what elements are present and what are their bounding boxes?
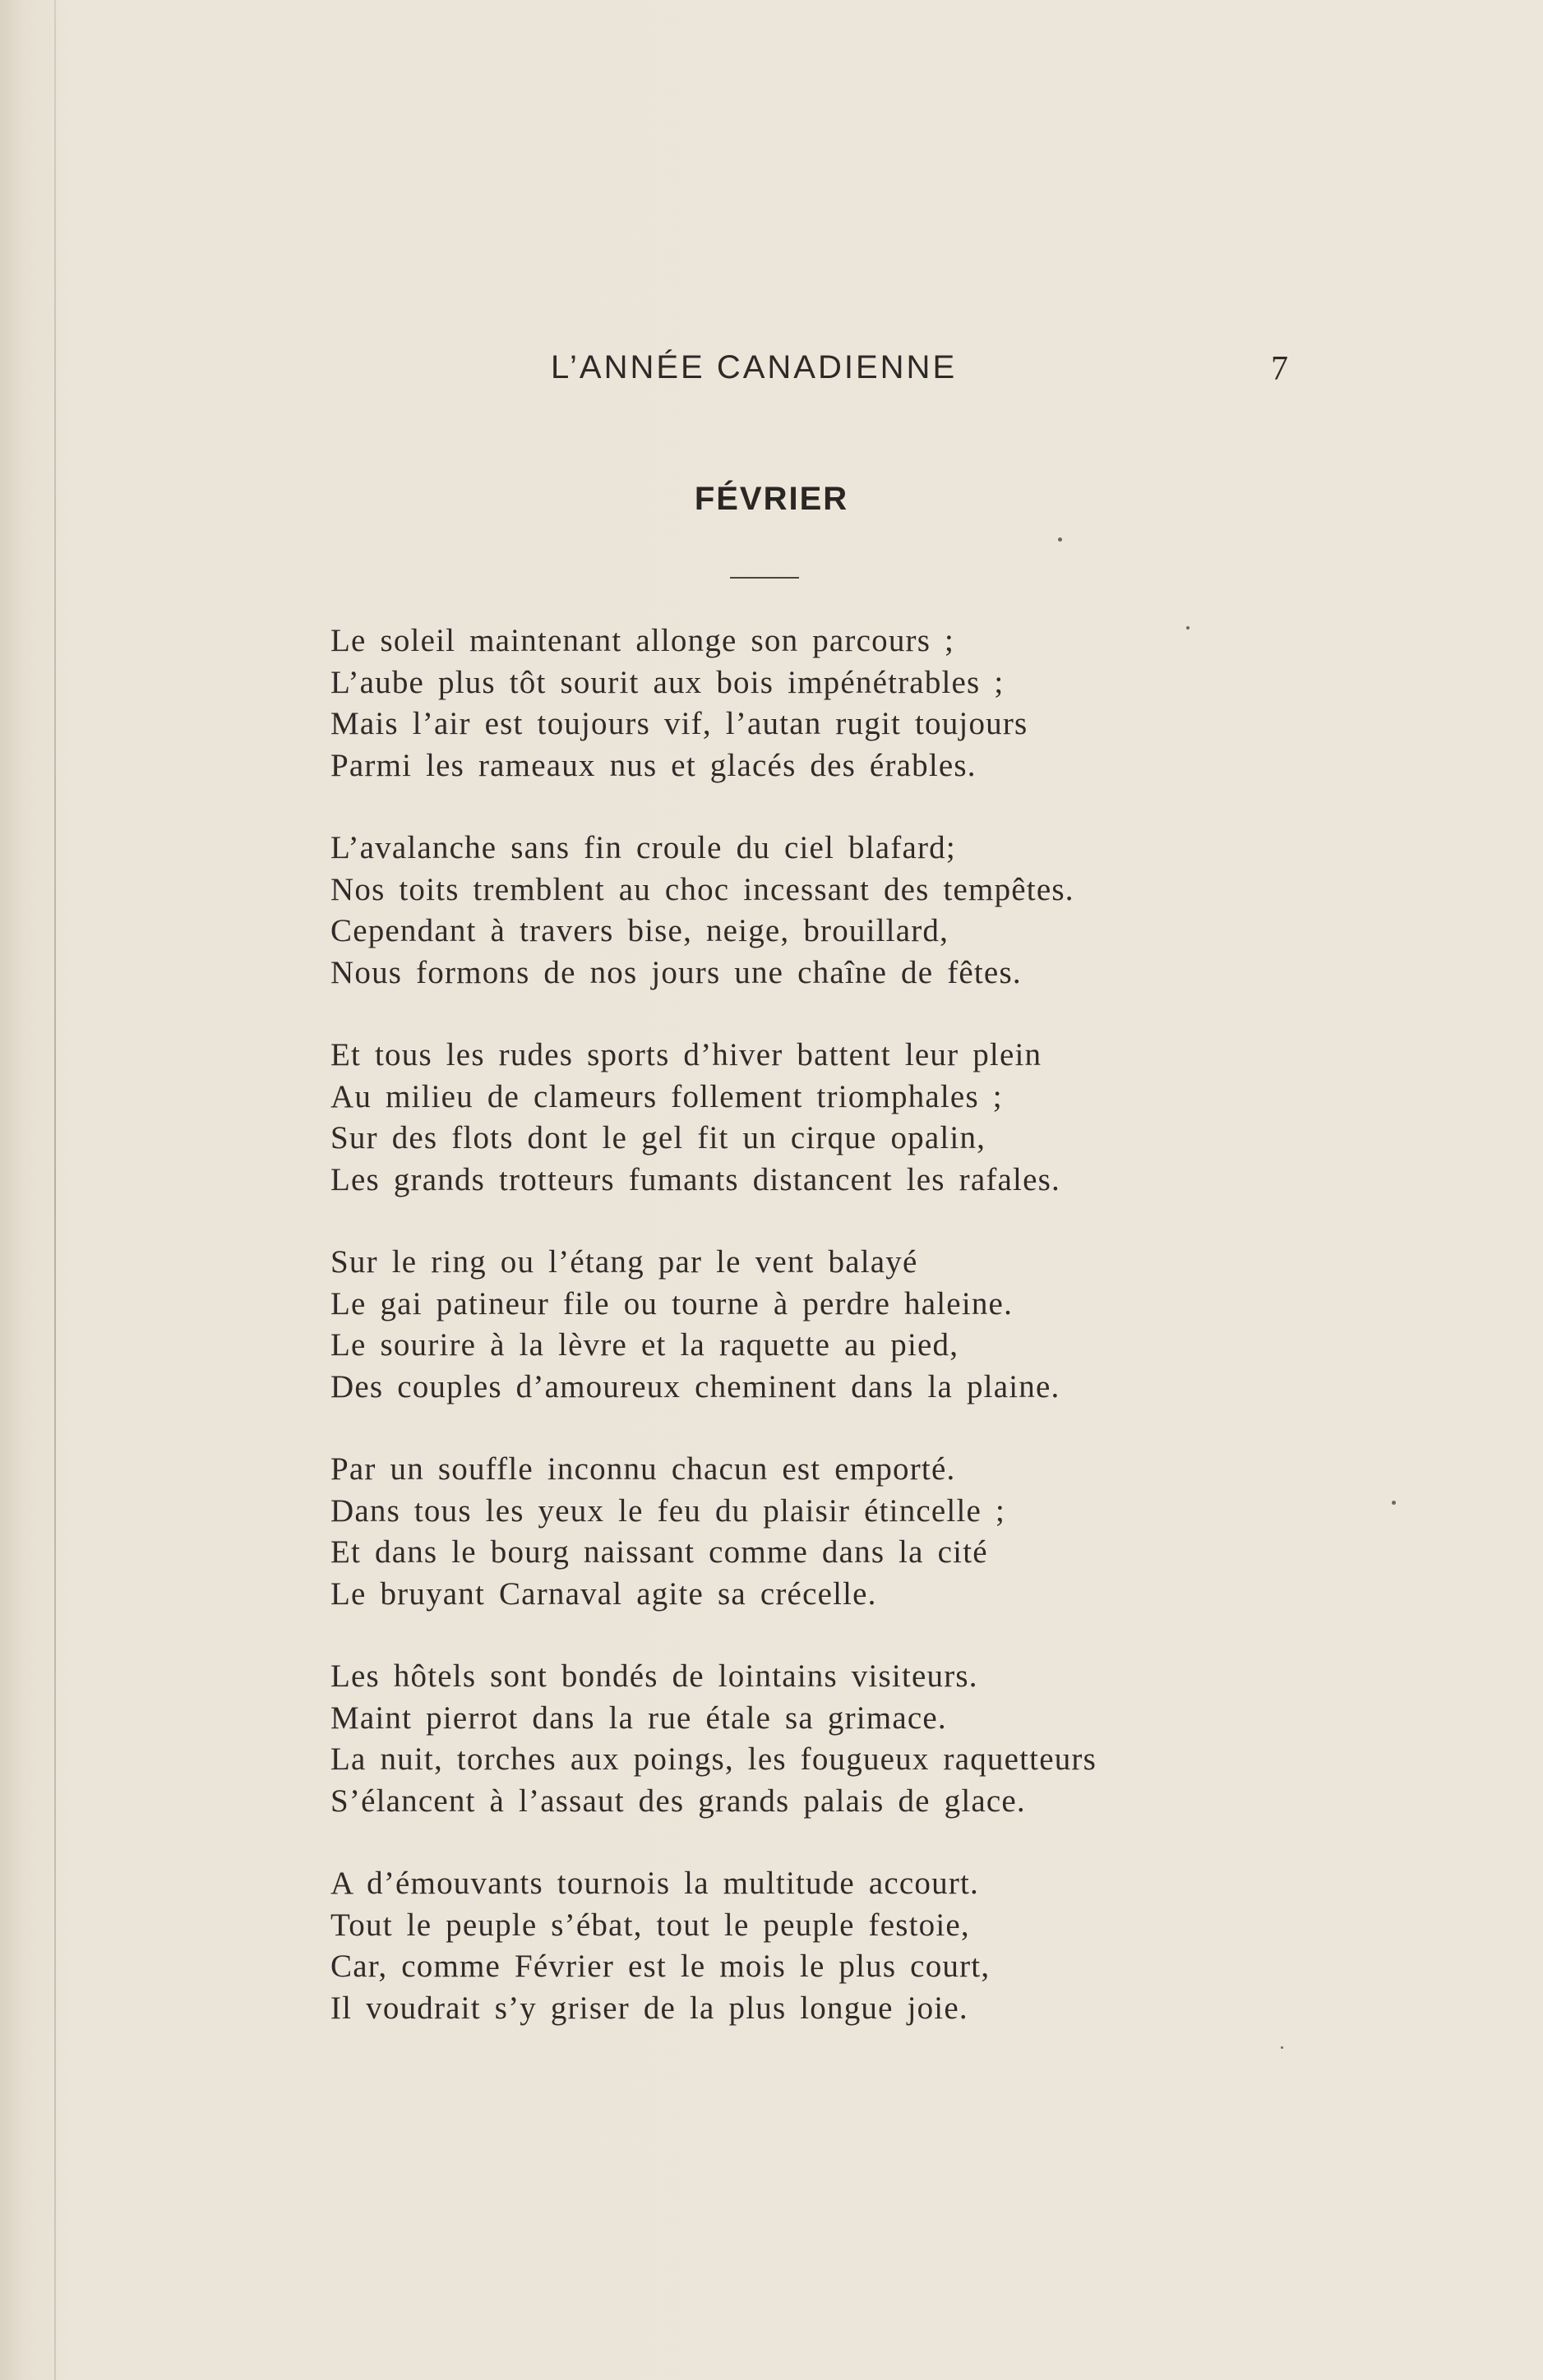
stanza [330,620,1235,786]
binding-edge [54,0,56,2380]
poem-line: La nuit, torches aux poings, les fougueux raquetteurs [330,1741,1097,1777]
stanza [330,1035,1235,1201]
poem-line: Il voudrait s’y griser de la plus longue joie. [330,1990,968,2026]
poem-line: Sur le ring ou l’étang par le vent balayé [330,1244,918,1280]
paper-speck [1392,1501,1396,1505]
poem-line: Tout le peuple s’ébat, tout le peuple festoie, [330,1907,970,1943]
poem-line: L’aube plus tôt sourit aux bois impénétrables ; [330,664,1005,700]
poem-line: Le sourire à la lèvre et la raquette au pied, [330,1327,959,1363]
poem-line: Le soleil maintenant allonge son parcours ; [330,623,955,658]
poem-line: Car, comme Février est le mois le plus court, [330,1949,991,1984]
poem-line: Le gai patineur file ou tourne à perdre haleine. [330,1285,1014,1321]
stanza [330,828,1235,994]
poem-line: Maint pierrot dans la rue étale sa grimace. [330,1700,947,1736]
poem-body [330,620,1235,2070]
stanza [330,1656,1235,1822]
poem-line: Sur des flots dont le gel fit un cirque opalin, [330,1120,986,1155]
poem-line: Et dans le bourg naissant comme dans la cité [330,1534,988,1570]
poem-line: Parmi les rameaux nus et glacés des érables. [330,747,977,783]
page-number: 7 [1271,350,1288,388]
poem-line: Nos toits tremblent au choc incessant des tempêtes. [330,871,1074,907]
poem-line: Les grands trotteurs fumants distancent les rafales. [330,1161,1060,1197]
poem-line: Par un souffle inconnu chacun est emporté. [330,1451,956,1487]
poem-line: Et tous les rudes sports d’hiver battent leur plein [330,1037,1042,1072]
title-divider [730,577,799,579]
poem-title: FÉVRIER [694,481,849,517]
poem-line: Le bruyant Carnaval agite sa crécelle. [330,1575,877,1612]
poem-line: Cependant à travers bise, neige, brouillard, [330,913,949,948]
stanza [330,1863,1235,2029]
poem-line: Au milieu de clameurs follement triomphales ; [330,1078,1003,1114]
stanza [330,1449,1235,1615]
paper-speck [1186,626,1190,630]
poem-line: Mais l’air est toujours vif, l’autan rugit toujours [330,706,1028,741]
poem-line: S’élancent à l’assaut des grands palais de glace. [330,1783,1026,1819]
running-header: L’ANNÉE CANADIENNE [551,349,958,385]
paper-speck [1281,2046,1283,2049]
poem-line: A d’émouvants tournois la multitude accourt. [330,1866,979,1901]
poem-line: L’avalanche sans fin croule du ciel blafard; [330,830,956,865]
poem-line: Dans tous les yeux le feu du plaisir étincelle ; [330,1492,1005,1529]
poem-line: Les hôtels sont bondés de lointains visiteurs. [330,1658,978,1694]
poem-line: Des couples d’amoureux cheminent dans la plaine. [330,1368,1060,1404]
poem-line: Nous formons de nos jours une chaîne de fêtes. [330,954,1022,990]
stanza [330,1242,1235,1408]
paper-speck [1058,537,1062,542]
